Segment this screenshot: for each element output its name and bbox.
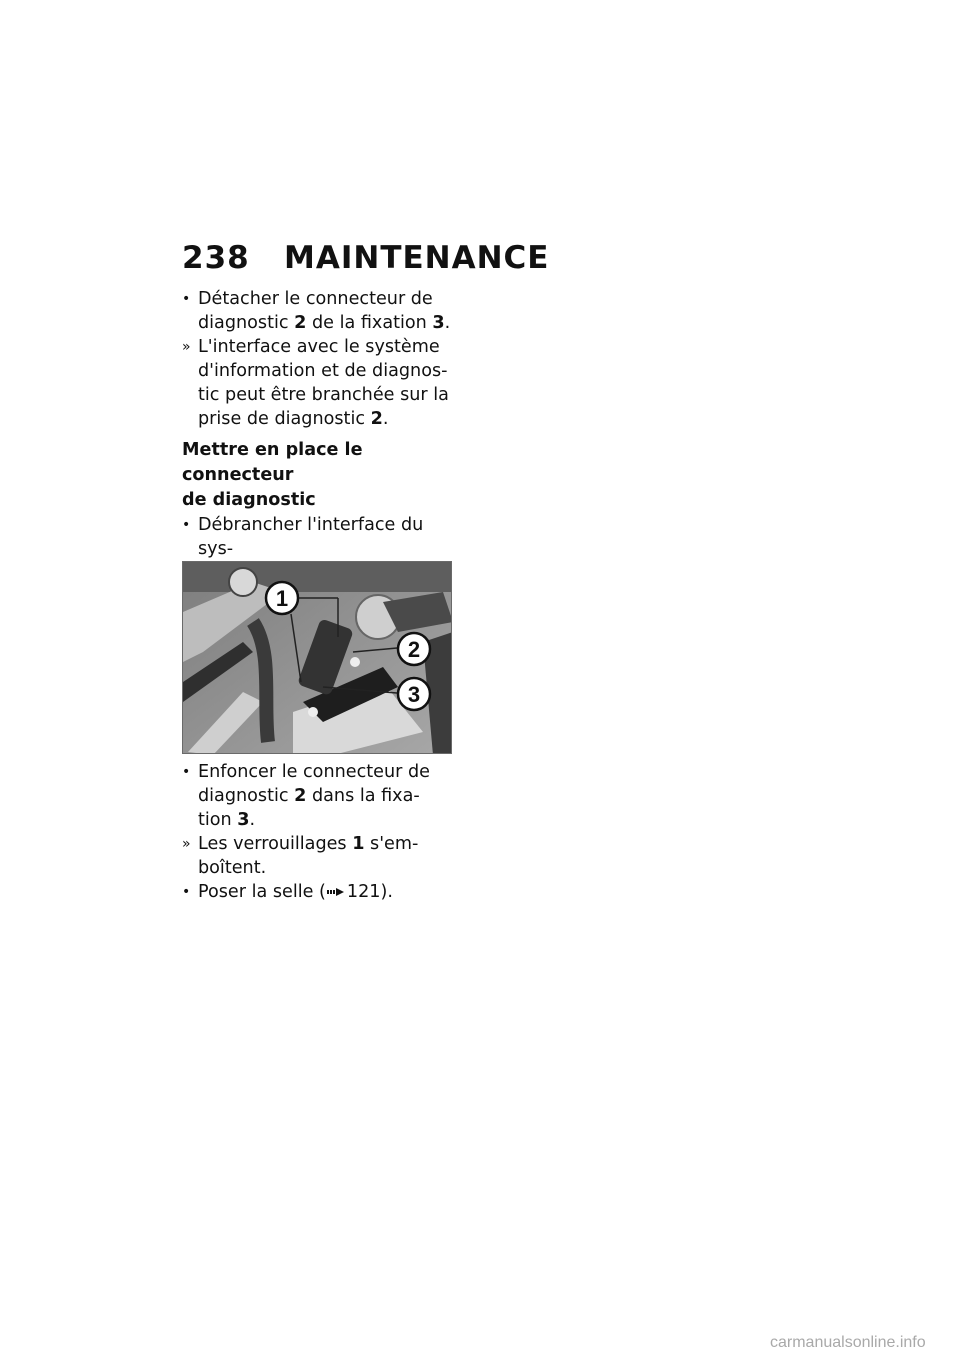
bullet-icon: • [182, 517, 191, 533]
item-line: Les verrouillages 1 s'em- [198, 834, 419, 854]
ref-number: 2 [370, 409, 383, 429]
item-line: diagnostic 2 de la fixation 3. [198, 313, 451, 333]
section-title: MAINTENANCE [284, 240, 550, 276]
engine-photo-figure [182, 561, 452, 754]
list-item [182, 832, 454, 880]
bullet-icon: • [182, 764, 191, 780]
result-arrow-icon: » [182, 339, 191, 355]
result-arrow-icon: » [182, 836, 191, 852]
list-item [182, 335, 454, 431]
bullet-icon: • [182, 884, 191, 900]
list-item [182, 880, 454, 904]
item-line: Détacher le connecteur de [198, 289, 433, 309]
callout-label-2: 2 [407, 637, 421, 662]
item-line: L'interface avec le système [198, 337, 440, 357]
item-line: tic peut être branchée sur la [198, 385, 449, 405]
ref-number: 3 [432, 313, 445, 333]
item-line: Poser la selle ( 121). [198, 882, 393, 902]
photo-illustration [183, 562, 452, 754]
list-item [182, 287, 454, 335]
item-line: Débrancher l'interface du sys- [198, 515, 424, 559]
ref-number: 2 [294, 786, 307, 806]
ref-number: 3 [237, 810, 250, 830]
subheading: Mettre en place le connecteur de diagnostic [182, 440, 363, 510]
ref-number: 1 [352, 834, 365, 854]
list-item [182, 760, 454, 832]
bullet-icon: • [182, 291, 191, 307]
item-line: diagnostic 2 dans la fixa- [198, 786, 420, 806]
callout-label-1: 1 [275, 586, 289, 611]
item-line: d'information et de diagnos- [198, 361, 448, 381]
item-line: boîtent. [198, 858, 267, 878]
ref-number: 2 [294, 313, 307, 333]
callout-label-3: 3 [407, 682, 421, 707]
item-line: prise de diagnostic 2. [198, 409, 389, 429]
page-number: 238 [182, 240, 250, 276]
text-column-bottom [182, 760, 454, 904]
watermark: carmanualsonline.info [770, 1334, 926, 1351]
item-line: tion 3. [198, 810, 256, 830]
item-line: Enfoncer le connecteur de [198, 762, 430, 782]
page-reference-link[interactable]: 121). [346, 882, 393, 902]
page-reference-arrow-icon [327, 887, 345, 897]
